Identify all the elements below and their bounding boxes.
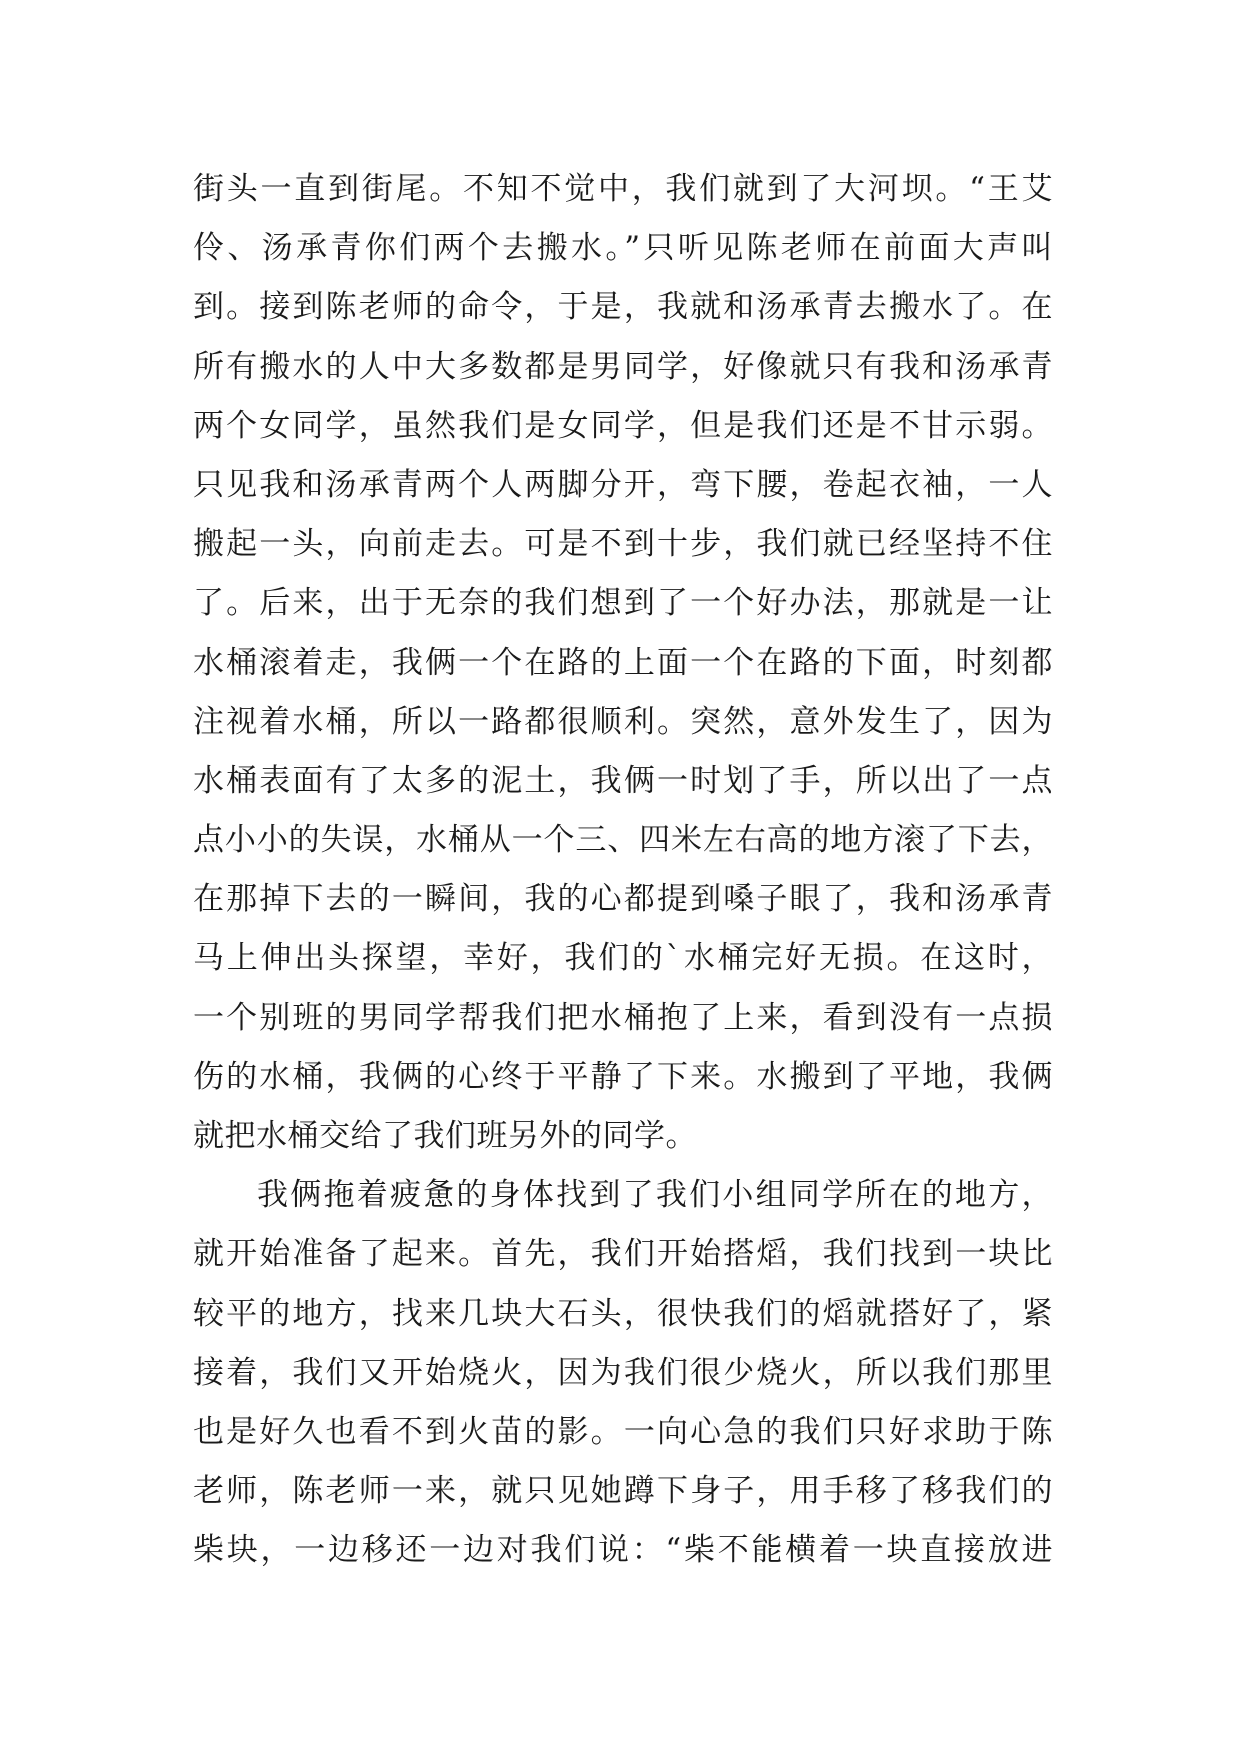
text-line: 就把水桶交给了我们班另外的同学。: [193, 1118, 697, 1154]
text-line: 就开始准备了起来。首先，我们开始搭熖，我们找到一块比: [193, 1236, 1053, 1273]
text-line: 只见我和汤承青两个人两脚分开，弯下腰，卷起衣袖，一人: [193, 466, 1053, 503]
text-line: 也是好久也看不到火苗的影。一向心急的我们只好求助于陈: [193, 1413, 1053, 1450]
text-line: 在那掉下去的一瞬间，我的心都提到嗓子眼了，我和汤承青: [193, 881, 1053, 918]
text-line: 所有搬水的人中大多数都是男同学，好像就只有我和汤承青: [193, 348, 1053, 385]
text-line: 注视着水桶，所以一路都很顺利。突然，意外发生了，因为: [193, 703, 1053, 740]
text-line: 较平的地方，找来几块大石头，很快我们的熖就搭好了，紧: [193, 1295, 1053, 1332]
text-line: 接着，我们又开始烧火，因为我们很少烧火，所以我们那里: [193, 1354, 1053, 1391]
text-line: 搬起一头，向前走去。可是不到十步，我们就已经坚持不住: [193, 526, 1053, 563]
text-line: 点小小的失误，水桶从一个三、四米左右高的地方滚了下去，: [193, 822, 1053, 859]
text-line: 两个女同学，虽然我们是女同学，但是我们还是不甘示弱。: [193, 407, 1053, 444]
text-line: 伶、汤承青你们两个去搬水。”只听见陈老师在前面大声叫: [193, 230, 1053, 267]
text-line: 伤的水桶，我俩的心终于平静了下来。水搬到了平地，我俩: [193, 1058, 1053, 1095]
text-line: 街头一直到街尾。不知不觉中，我们就到了大河坝。“王艾: [193, 171, 1053, 207]
text-line: 柴块，一边移还一边对我们说：“柴不能横着一块直接放进: [193, 1532, 1053, 1569]
text-line: 水桶表面有了太多的泥土，我俩一时划了手，所以出了一点: [193, 762, 1053, 799]
text-line-indented: 我俩拖着疲惫的身体找到了我们小组同学所在的地方，: [257, 1177, 1053, 1214]
text-line: 一个别班的男同学帮我们把水桶抱了上来，看到没有一点损: [193, 999, 1053, 1036]
text-line: 到。接到陈老师的命令，于是，我就和汤承青去搬水了。在: [193, 289, 1053, 326]
text-line: 水桶滚着走，我俩一个在路的上面一个在路的下面，时刻都: [193, 644, 1053, 681]
body-text: [193, 160, 1053, 1581]
text-line: 老师，陈老师一来，就只见她蹲下身子，用手移了移我们的: [193, 1473, 1053, 1510]
text-line: 马上伸出头探望，幸好，我们的`水桶完好无损。在这时，: [193, 940, 1053, 977]
text-line: 了。后来，出于无奈的我们想到了一个好办法，那就是一让: [193, 585, 1053, 622]
